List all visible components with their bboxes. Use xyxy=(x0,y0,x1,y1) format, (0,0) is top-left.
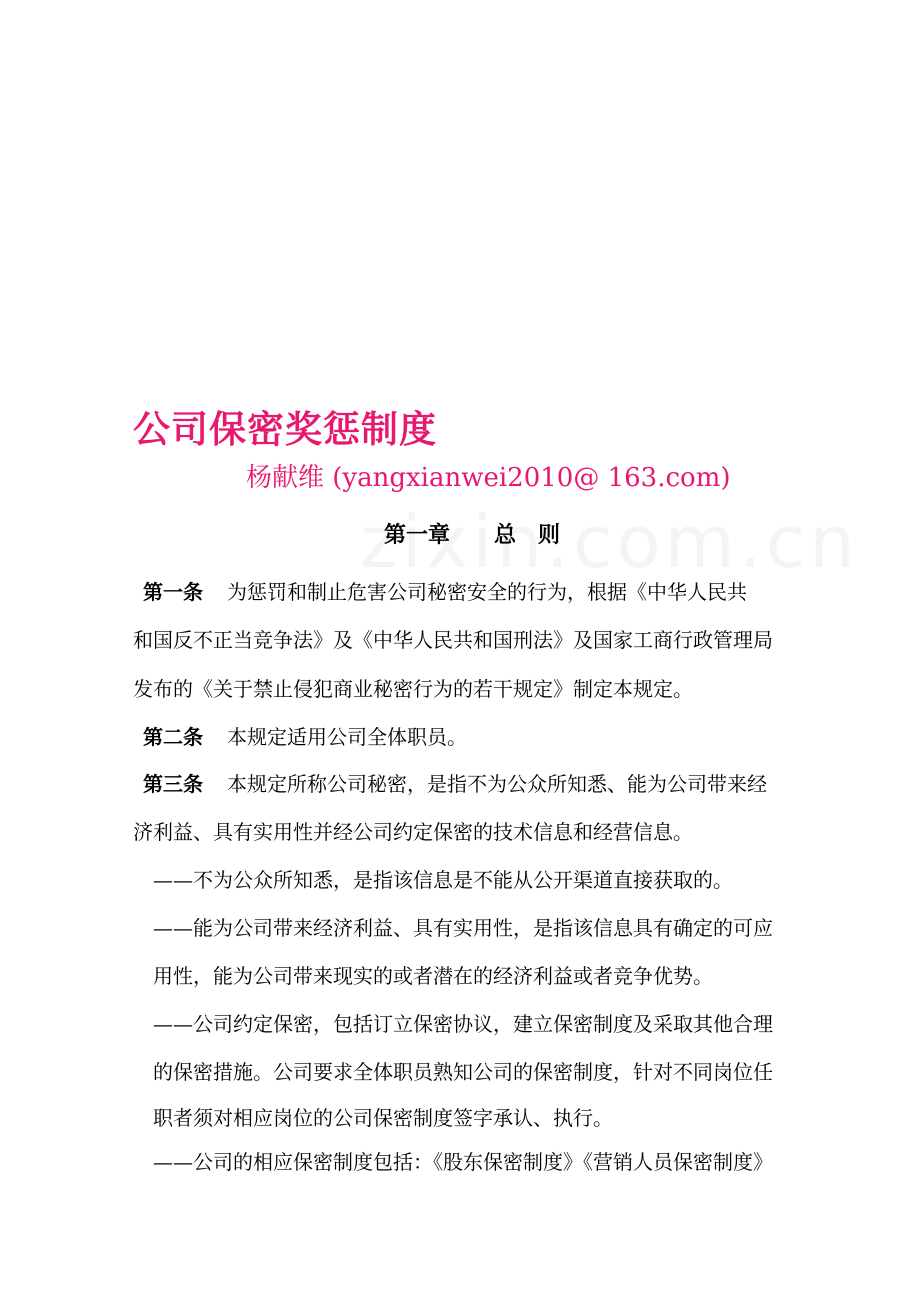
article-text: 和国反不正当竞争法》及《中华人民共和国刑法》及国家工商行政管理局 xyxy=(133,628,773,652)
list-item: ——公司的相应保密制度包括：《股东保密制度》《营销人员保密制度》 xyxy=(153,1150,773,1174)
article-label: 第二条 xyxy=(143,725,203,749)
article-text: 济利益、具有实用性并经公司约定保密的技术信息和经营信息。 xyxy=(133,820,693,844)
article-3-first-line xyxy=(143,770,767,798)
list-item-continuation: 职者须对相应岗位的公司保密制度签字承认、执行。 xyxy=(153,1106,613,1130)
list-item: ——能为公司带来经济利益、具有实用性，是指该信息具有确定的可应 xyxy=(153,916,773,940)
article-1-first-line xyxy=(143,578,747,606)
article-2-line xyxy=(143,723,467,751)
list-item: ——不为公众所知悉，是指该信息是不能从公开渠道直接获取的。 xyxy=(153,868,733,892)
document-title: 公司保密奖惩制度 xyxy=(133,408,437,451)
list-item-continuation: 的保密措施。公司要求全体职员熟知公司的保密制度，针对不同岗位任 xyxy=(153,1060,773,1084)
article-label: 第三条 xyxy=(143,772,203,796)
author-line: 杨献维 (yangxianwei2010@ 163.com) xyxy=(246,463,731,493)
list-item: ——公司约定保密，包括订立保密协议，建立保密制度及采取其他合理 xyxy=(153,1012,773,1036)
article-text: 发布的《关于禁止侵犯商业秘密行为的若干规定》制定本规定。 xyxy=(133,677,693,701)
list-item-continuation: 用性，能为公司带来现实的或者潜在的经济利益或者竞争优势。 xyxy=(153,964,713,988)
chapter-heading: 第一章 总 则 xyxy=(384,522,561,548)
article-text: 为惩罚和制止危害公司秘密安全的行为，根据《中华人民共 xyxy=(227,580,747,604)
article-text: 本规定适用公司全体职员。 xyxy=(227,725,467,749)
article-label: 第一条 xyxy=(143,580,203,604)
article-text: 本规定所称公司秘密，是指不为公众所知悉、能为公司带来经 xyxy=(227,772,767,796)
